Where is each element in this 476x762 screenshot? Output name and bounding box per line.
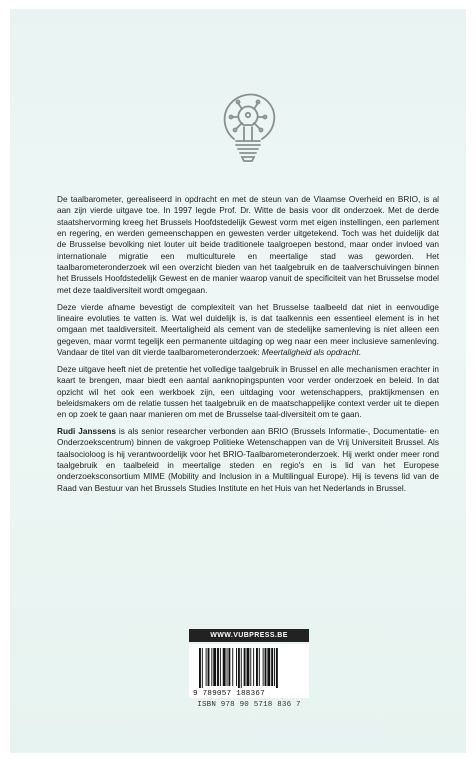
barcode-bar xyxy=(223,648,226,686)
paragraph-author-bio xyxy=(57,426,439,494)
barcode-bar xyxy=(206,648,207,686)
lightbulb-network-logo xyxy=(218,89,278,169)
barcode-bar xyxy=(211,648,212,686)
text-span: Deze vierde afname bevestigt de complexiteit van het Brusselse taalbeeld dat niet in eenvoudige lineaire evoluties te vatten is. Wat wel duidelijk is, is dat taalkennis een essentieel element is in het omgaan met taaldiversiteit. Meertaligheid als cement van de stedelijke samenleving is niet alleen een gegeven, maar vormt tegelijk een permanente uitdaging op weg naar een meer inclusieve samenleving. Vandaar de titel van dit vierde taalbarometeronderzoek: xyxy=(57,302,439,357)
author-name: Rudi Janssens xyxy=(57,427,116,437)
barcode-bar xyxy=(220,648,221,686)
barcode-bar xyxy=(199,648,201,688)
barcode xyxy=(189,644,309,698)
barcode-bar xyxy=(265,648,267,686)
barcode-bar xyxy=(256,648,258,686)
isbn-number: ISBN 978 90 5718 836 7 xyxy=(197,701,301,709)
barcode-bar xyxy=(241,648,242,688)
barcode-bar xyxy=(244,648,246,686)
barcode-bar xyxy=(232,648,233,686)
barcode-bar xyxy=(263,648,264,686)
publisher-website: WWW.VUBPRESS.BE xyxy=(189,629,309,642)
barcode-bar xyxy=(217,648,219,686)
paragraph-findings xyxy=(57,302,439,359)
barcode-bar xyxy=(228,648,230,686)
barcode-bar xyxy=(276,648,278,688)
barcode-bar xyxy=(267,648,270,686)
paragraph-purpose xyxy=(57,364,439,421)
barcode-bar xyxy=(253,648,254,686)
barcode-bars xyxy=(199,648,303,688)
barcode-digits: 9 789057 188367 xyxy=(193,690,266,698)
barcode-bar xyxy=(236,648,237,686)
text-span: is als senior researcher verbonden aan BRIO (Brussels Informatie-, Documentatie- en Onderzoekscentrum) binnen de vakgroep Politieke Wetenschappen van de Vrij Universiteit Brussel. Als taalsocioloog is hij verantwoordelijk voor het BRIO-Taalbarometeronderzoek. Hij werkt onder meer rond taalgebruik en taalbeleid in meertalige steden en regio's en is lid van het Europese onderzoeksconsortium MIME (Mobility and Inclusion in a Multilingual Europe). Hij is tevens lid van de Raad van Bestuur van het Brussels Studies Institute en het Huis van het Nederlands in Brussel. xyxy=(57,427,439,493)
paragraph-intro xyxy=(57,194,439,296)
barcode-bar xyxy=(238,648,240,688)
barcode-bar xyxy=(274,648,275,686)
text-span: De taalbarometer, gerealiseerd in opdracht en met de steun van de Vlaamse Overheid en BRIO, is al aan zijn vierde uitgave toe. In 1997 legde Prof. Dr. Witte de basis voor dit onderzoek. Met de derde staatshervorming kreeg het Brussels Hoofdstedelijk Gewest vorm met eigen instellingen, een parlement en regering, en werden gemeenschappen en gewesten verder uitgetekend. Toch was het duidelijk dat de Brusselse bevolking niet louter uit beide traditionele taalgroepen bestond, maar onder invloed van internationale migratie een multiculturele en meertalige stad was geworden. Het taalbarometeronderzoek wil een overzicht bieden van het taalgebruik en de taalverschuivingen binnen het Brussels Hoofdstedelijk Gewest en de manier waarop vanuit de specificiteit van het Brusselse model met deze taaldiversiteit wordt omgegaan. xyxy=(57,195,439,295)
text-span: . xyxy=(358,347,361,357)
barcode-bar xyxy=(202,648,203,688)
barcode-bar xyxy=(247,648,250,686)
body-text xyxy=(57,194,439,500)
barcode-bar xyxy=(213,648,216,686)
barcode-bar xyxy=(259,648,260,686)
barcode-bar xyxy=(227,648,228,686)
barcode-area xyxy=(189,629,309,714)
text-span: Deze uitgave heeft niet de pretentie het volledige taalgebruik in Brussel en alle mechanismen erachter in kaart te brengen, maar biedt een aantal aanknopingspunten voor verder onderzoek en beleid. In dat opzicht wil het ook een werkboek zijn, een uitdaging voor wetenschappers, praktijkmensen en beleidsmakers om de relatie tussen het taalgebruik en de maatschappelijke context verder uit te diepen en op zoek te gaan naar manieren om met de Brusselse taal-diversiteit om te gaan. xyxy=(57,364,439,420)
book-title-italic: Meertaligheid als opdracht xyxy=(261,347,359,357)
barcode-bar xyxy=(208,648,210,686)
barcode-bar xyxy=(271,648,273,686)
back-cover xyxy=(10,9,466,753)
barcode-bar xyxy=(250,648,251,686)
